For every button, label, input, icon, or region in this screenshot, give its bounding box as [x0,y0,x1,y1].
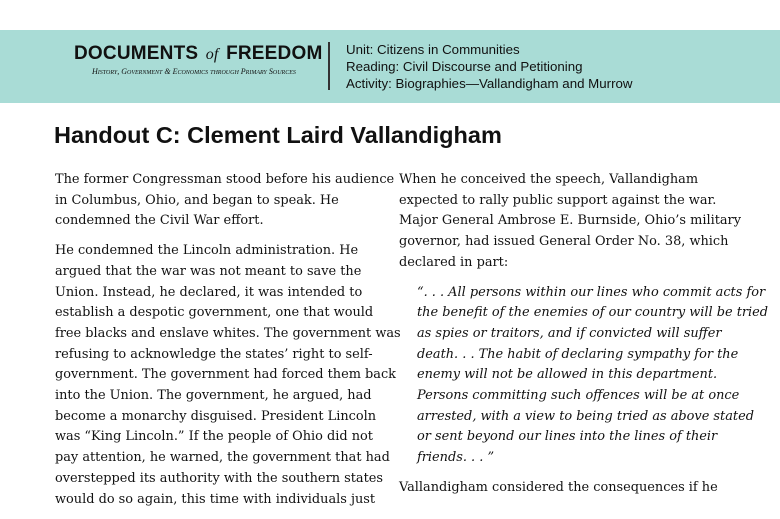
unit-label: Unit: Citizens in Communities [346,42,520,57]
paragraph-intro [55,170,395,232]
text-line: overstepped its authority with the southern states [55,470,384,486]
logo-word-of: of [205,46,219,63]
text-line: in Columbus, Ohio, and began to speak. He [55,192,339,208]
text-line: would do so again, this time with individuals just [55,491,376,507]
quote-line: as spies or traitors, and if convicted will suffer [417,325,722,341]
text-line: The former Congressman stood before his audience [55,172,395,187]
text-line: He condemned the Lincoln administration. He [55,243,359,259]
top-margin [0,0,780,30]
text-line: refusing to acknowledge the states’ right to self- [55,346,373,362]
logo-word-documents: DOCUMENTS [74,43,199,64]
quote-line: or sent beyond our lines into the lines of their [417,429,718,445]
quote-line: the benefit of the enemies of our country will be tried [417,305,769,321]
quote-line: Persons committing such offences will be at once [417,388,740,404]
order-quote [417,283,769,469]
quote-line: “. . . All persons within our lines who commit acts for [417,284,766,300]
quote-line: friends. . . ” [417,450,495,466]
activity-label: Activity: Biographies—Vallandigham and Murrow [346,76,633,91]
paragraph-speech [399,170,739,274]
text-line: government. The government had forced them back [55,367,396,383]
text-line: was “King Lincoln.” If the people of Ohio did not [55,429,373,445]
left-column [55,170,401,519]
text-line: become a monarchy disguised. President Lincoln [55,408,377,424]
logo-title [74,43,322,65]
text-line: establish a despotic government, one that would [55,305,374,321]
reading-label: Reading: Civil Discourse and Petitioning [346,59,583,74]
text-line: When he conceived the speech, Vallandigham [399,172,699,187]
paragraph-consequences [399,478,739,499]
text-line: pay attention, he warned, the government that had [55,450,390,466]
text-line: Vallandigham considered the consequences if he [399,479,718,495]
text-line: argued that the war was not meant to save the [55,263,362,279]
handout-title: Handout C: Clement Laird Vallandigham [54,122,502,148]
text-line: Major General Ambrose E. Burnside, Ohio’s military [399,213,741,229]
header-banner [0,30,780,103]
text-line: condemned the Civil War effort. [55,213,264,229]
text-line: expected to rally public support against the war. [399,192,717,208]
text-line: declared in part: [399,254,509,270]
quote-line: arrested, with a view to being tried as above stated [417,408,754,424]
text-line: free blacks and enslave whites. The government was [55,325,401,341]
logo-word-freedom: FREEDOM [226,43,323,64]
text-line: Union. Instead, he declared, it was intended to [55,284,363,300]
right-column [399,170,769,508]
text-line: into the Union. The government, he argued, had [55,388,372,404]
quote-line: enemy will not be allowed in this department. [417,367,718,383]
unit-info [346,41,633,92]
header-divider [328,42,330,90]
text-line: governor, had issued General Order No. 38, which [399,234,729,250]
logo-subtitle: History, Government & Economics through Primary Sources [92,67,296,76]
quote-line: death. . . The habit of declaring sympathy for the [417,346,739,362]
paragraph-condemned [55,241,401,510]
